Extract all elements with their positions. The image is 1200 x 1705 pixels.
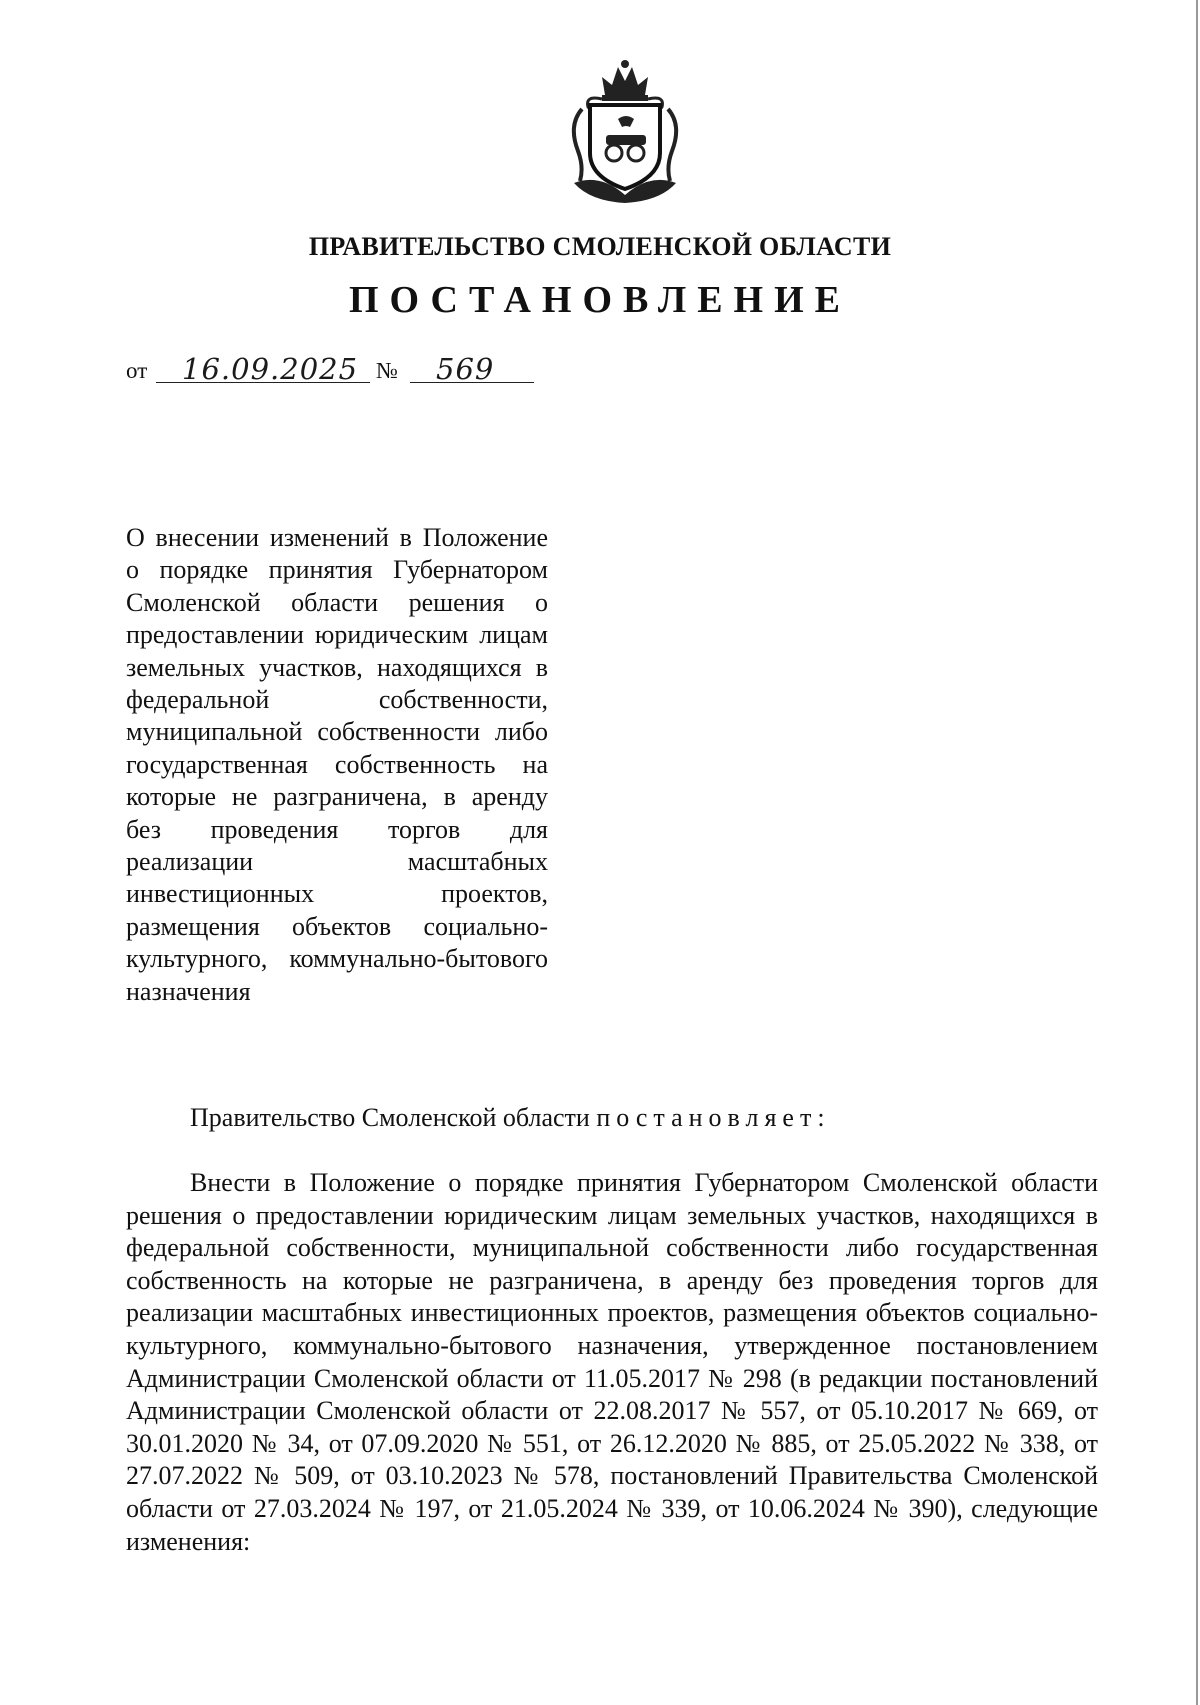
organization-title: ПРАВИТЕЛЬСТВО СМОЛЕНСКОЙ ОБЛАСТИ <box>308 232 892 261</box>
document-type-title: ПОСТАНОВЛЕНИЕ <box>348 279 852 321</box>
number-sign-label: № <box>376 358 398 383</box>
smolensk-coat-of-arms-icon <box>560 55 690 205</box>
preamble-spaced-word: постановляет <box>596 1103 818 1132</box>
body-paragraph: Внести в Положение о порядке принятия Губернатором Смоленской области решения о предоставлении юридическим лицам земельных участков, находящихся в федеральной собственности, муниципальной собственности либо государственная собственность на которые не разграничена, в аренду без проведения торгов для реализации масштабных инвестиционных проектов, размещения объектов социально-культурного, коммунально-бытового назначения, утвержденное постановлением Администрации Смоленской области от 11.05.2017 № 298 (в редакции постановлений Администрации Смоленской области от 22.08.2017 № 557, от 05.10.2017 № 669, от 30.01.2020 № 34, от 07.09.2020 № 551, от 26.12.2020 № 885, от 25.05.2022 № 338, от 27.07.2022 № 509, от 03.10.2023 № 578, постановлений Правительства Смоленской области от 27.03.2024 № 197, от 21.05.2024 № 339, от 10.06.2024 № 390), следующие изменения: <box>126 1168 1098 1556</box>
handwritten-date: 16.09.2025 <box>182 352 359 386</box>
preamble <box>190 1103 825 1133</box>
preamble-text: Правительство Смоленской области <box>190 1103 597 1132</box>
handwritten-number: 569 <box>436 352 495 386</box>
document-subject: О внесении изменений в Положение о порядке принятия Губернатором Смоленской области решения о предоставлении юридическим лицам земельных участков, находящихся в федеральной собственности, муниципальной собственности либо государственная собственность на которые не разграничена, в аренду без проведения торгов для реализации масштабных инвестиционных проектов, размещения объектов социально-культурного, коммунально-бытового назначения <box>126 523 548 1006</box>
date-prefix-label: от <box>126 358 148 383</box>
date-field <box>156 352 370 386</box>
number-field <box>410 352 534 386</box>
preamble-colon: : <box>817 1103 825 1132</box>
